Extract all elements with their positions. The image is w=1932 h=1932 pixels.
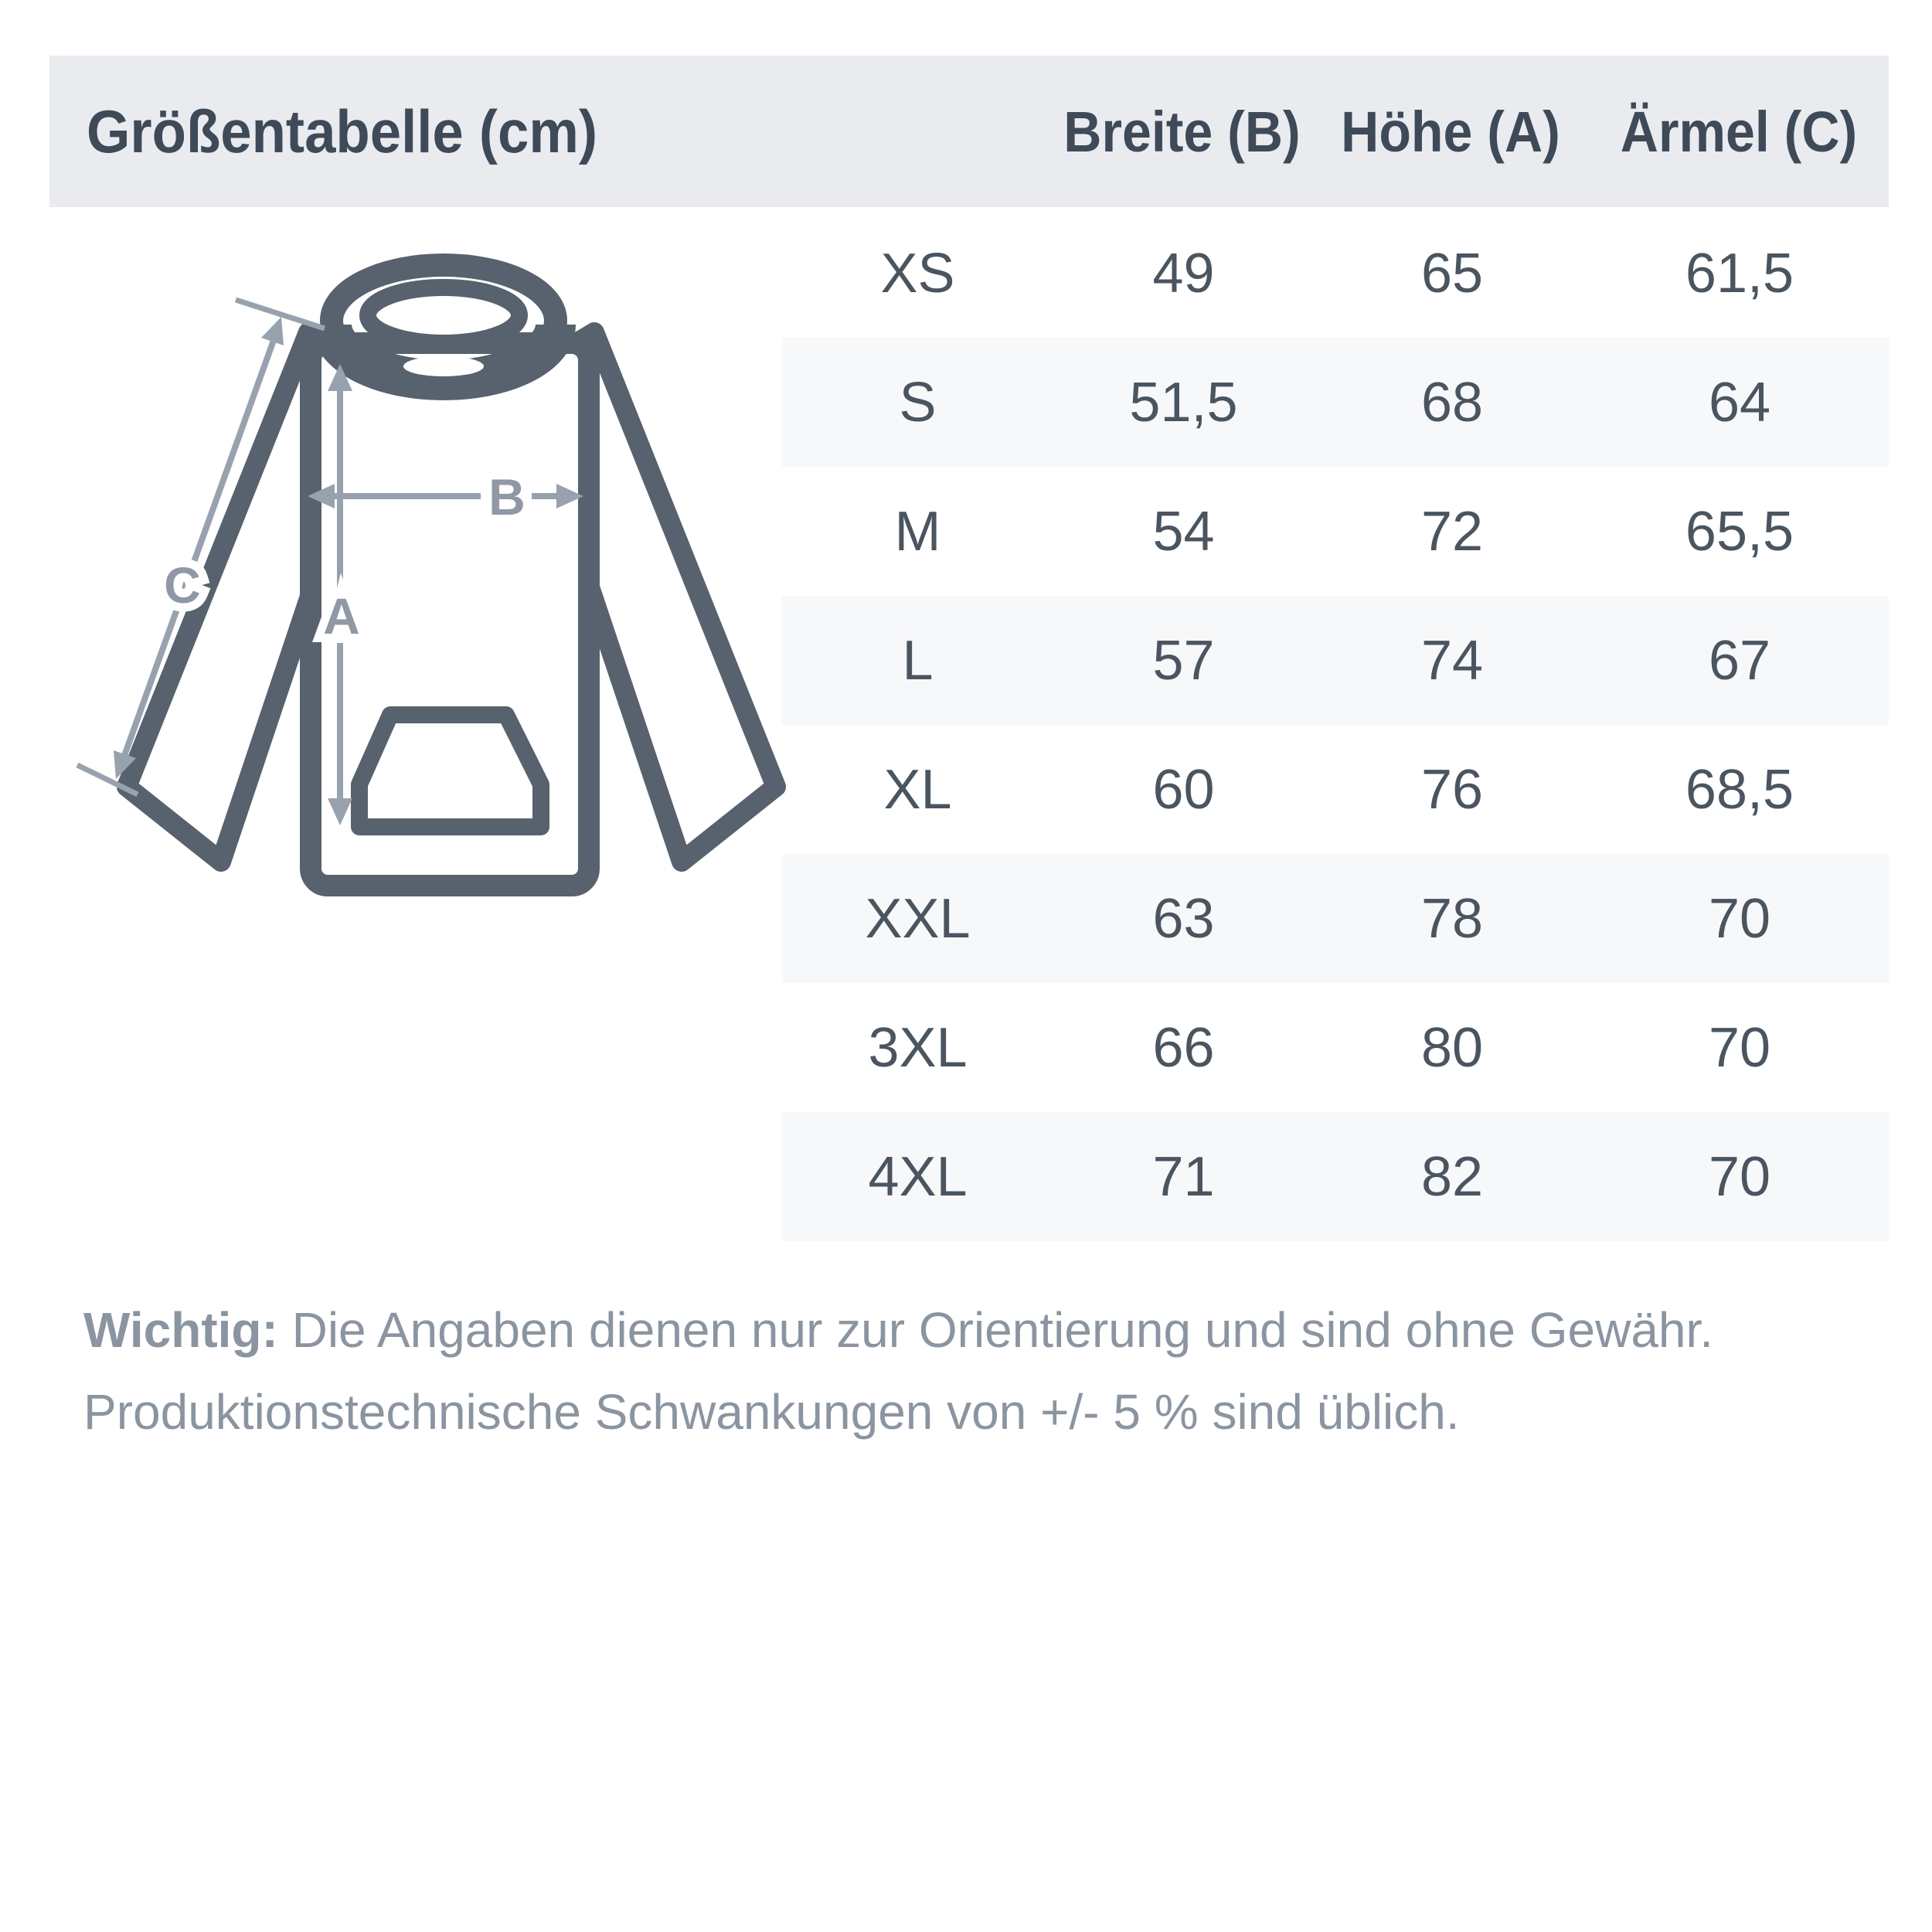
size-label: XXL [865,887,971,950]
aermel-value: 70 [1708,1145,1771,1208]
aermel-value: 67 [1708,629,1771,692]
table-row-3xl [782,983,1889,1112]
table-row-s [782,338,1889,467]
column-headers [781,56,1889,207]
table-header-bar [49,56,1889,207]
aermel-value: 70 [1708,887,1771,950]
column-header-aermel: Ärmel (C) [1620,99,1858,164]
table-row-xl [782,725,1889,854]
hoodie-pocket [359,715,541,827]
size-label: 3XL [868,1016,968,1079]
hoehe-value: 68 [1420,371,1484,434]
disclaimer-line-1 [83,1289,1869,1371]
disclaimer-text-1: Die Angaben dienen nur zur Orientierung und sind ohne Gewähr. [277,1302,1714,1358]
page-title: Größentabelle (cm) [87,97,598,165]
aermel-value: 70 [1708,1016,1771,1079]
hoehe-value: 74 [1420,629,1484,692]
table-row-l [782,596,1889,725]
size-label: XL [883,758,952,821]
aermel-value: 61,5 [1685,242,1794,304]
size-table [782,209,1889,1241]
aermel-value: 68,5 [1685,758,1794,821]
size-label: L [902,629,934,692]
breite-value: 63 [1152,887,1215,950]
size-label: XS [880,242,955,304]
size-label: 4XL [868,1145,968,1208]
hoehe-value: 65 [1420,242,1484,304]
hoehe-value: 72 [1420,500,1484,563]
disclaimer-line-2: Produktionstechnische Schwankungen von +/- 5 % sind üblich. [83,1384,1460,1440]
aermel-value: 65,5 [1685,500,1794,563]
breite-value: 71 [1152,1145,1215,1208]
hoehe-value: 76 [1420,758,1484,821]
table-row-xs [782,209,1889,338]
aermel-value: 64 [1708,371,1771,434]
measure-label-a: A [323,587,360,645]
breite-value: 54 [1152,500,1215,563]
measure-label-b: B [488,468,526,526]
disclaimer-bold: Wichtig: [83,1302,278,1358]
column-header-breite: Breite (B) [1063,99,1301,164]
breite-value: 60 [1152,758,1215,821]
hoehe-value: 82 [1420,1145,1484,1208]
column-header-hoehe: Höhe (A) [1341,99,1560,164]
measure-label-c: C [164,556,201,614]
breite-value: 57 [1152,629,1215,692]
size-label: M [894,500,941,563]
table-row-4xl [782,1112,1889,1241]
disclaimer [83,1289,1869,1453]
hoehe-value: 80 [1420,1016,1484,1079]
hoodie-hood [332,265,556,380]
breite-value: 51,5 [1129,371,1238,434]
breite-value: 66 [1152,1016,1215,1079]
table-row-m [782,467,1889,596]
size-label: S [899,371,937,434]
hoehe-value: 78 [1420,887,1484,950]
table-row-xxl [782,854,1889,983]
hoodie-measurement-diagram [49,209,791,904]
breite-value: 49 [1152,242,1215,304]
